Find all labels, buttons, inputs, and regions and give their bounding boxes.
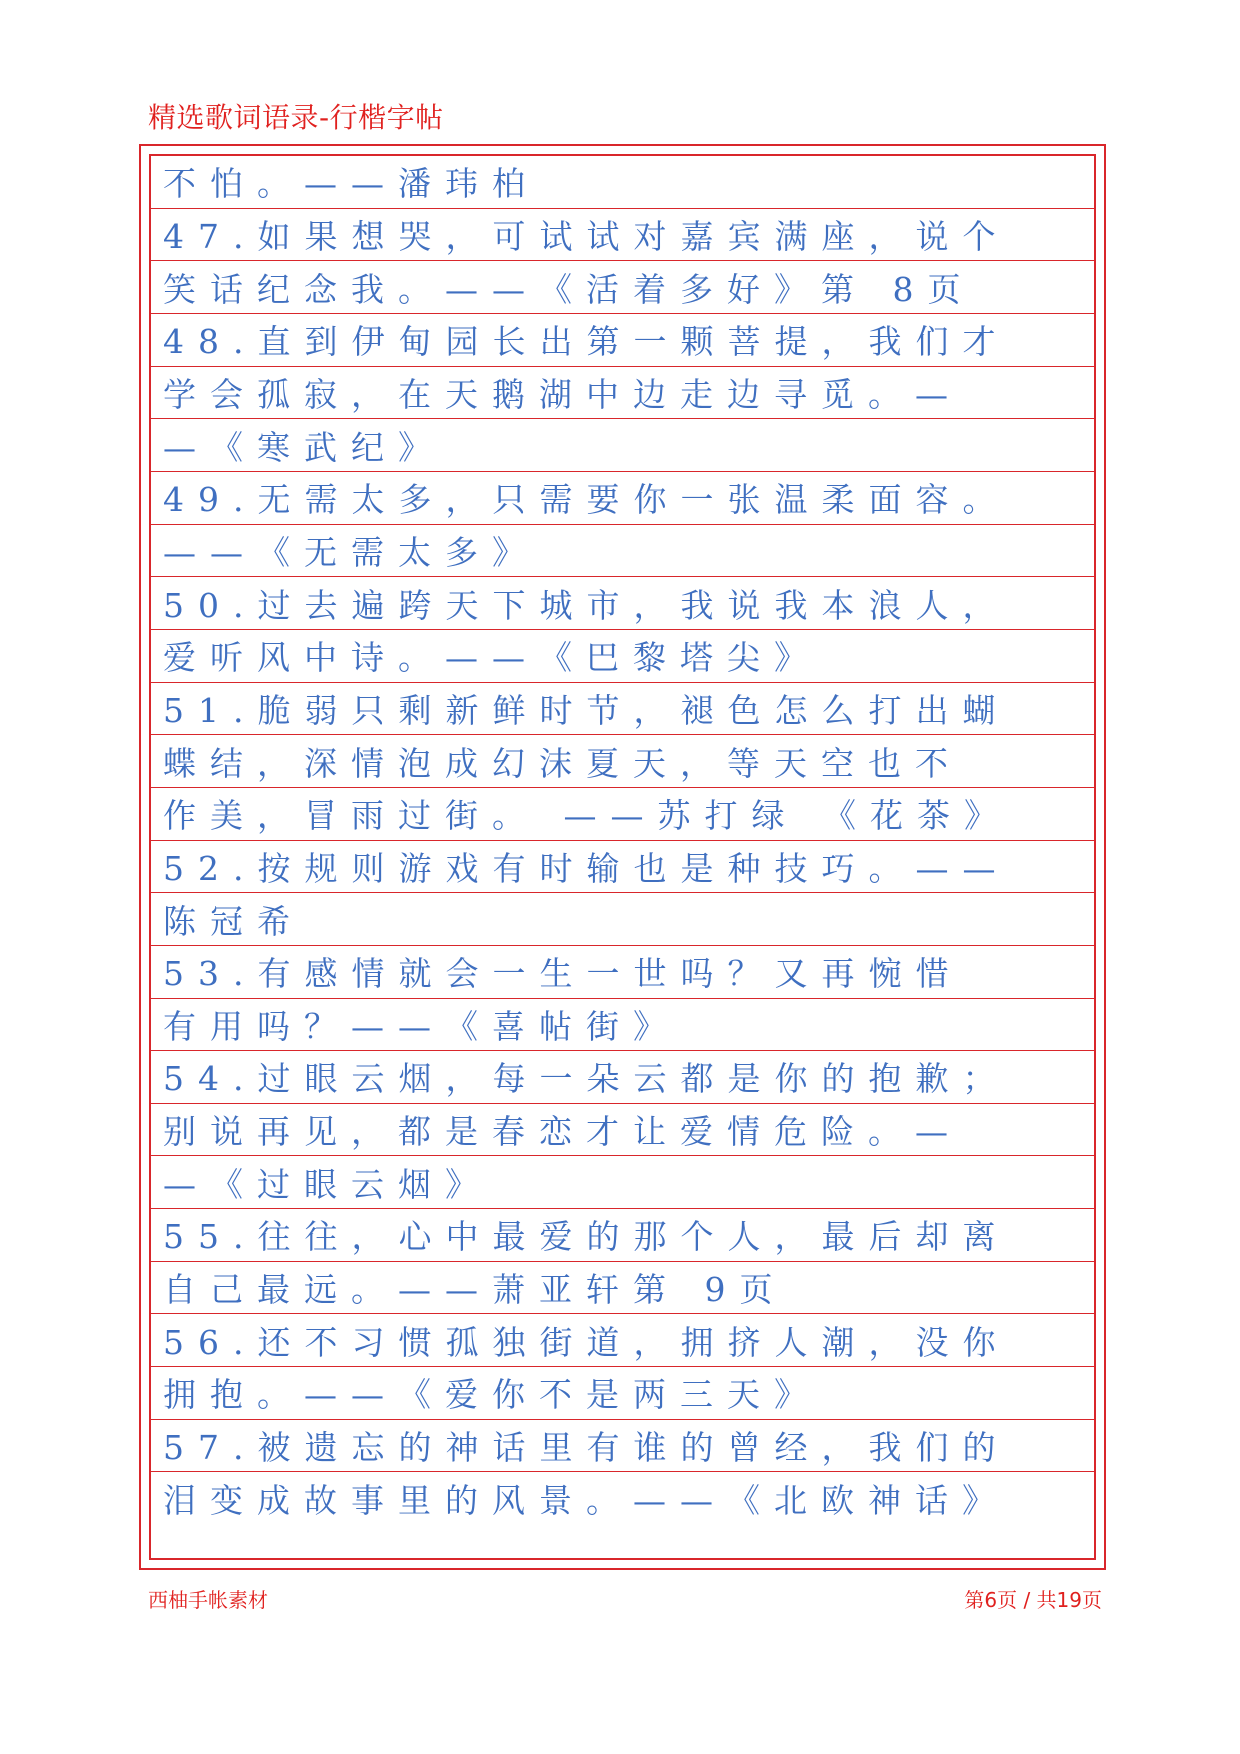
copybook-line: 47.如果想哭，可试试对嘉宾满座，说个 <box>151 209 1094 262</box>
copybook-line: 48.直到伊甸园长出第一颗菩提，我们才 <box>151 314 1094 367</box>
copybook-line: 泪变成故事里的风景。——《北欧神话》 <box>163 1481 1009 1521</box>
copybook-line: —《寒武纪》 <box>151 419 1094 472</box>
copybook-line: 蝶结，深情泡成幻沫夏天，等天空也不 <box>151 735 1094 788</box>
copybook-line: 54.过眼云烟，每一朵云都是你的抱歉； <box>151 1051 1094 1104</box>
page-title: 精选歌词语录-行楷字帖 <box>148 101 444 134</box>
copybook-line: 拥抱。——《爱你不是两三天》 <box>151 1367 1094 1420</box>
footer-source: 西柚手帐素材 <box>148 1588 268 1612</box>
copybook-line: ——《无需太多》 <box>151 525 1094 578</box>
copybook-line: 别说再见，都是春恋才让爱情危险。— <box>151 1104 1094 1157</box>
copybook-line: 56.还不习惯孤独街道，拥挤人潮，没你 <box>151 1314 1094 1367</box>
footer-page-info: 第6页 / 共19页 <box>964 1588 1102 1612</box>
copybook-line: 学会孤寂，在天鹅湖中边走边寻觅。— <box>151 367 1094 420</box>
copybook-lines <box>151 156 1094 1558</box>
copybook-line: 爱听风中诗。——《巴黎塔尖》 <box>151 630 1094 683</box>
copybook-line: 陈冠希 <box>151 893 1094 946</box>
copybook-line: 52.按规则游戏有时输也是种技巧。—— <box>151 841 1094 894</box>
copybook-line: —《过眼云烟》 <box>151 1156 1094 1209</box>
copybook-line: 51.脆弱只剩新鲜时节，褪色怎么打出蝴 <box>151 683 1094 736</box>
copybook-line: 50.过去遍跨天下城市，我说我本浪人， <box>151 577 1094 630</box>
copybook-line: 自己最远。——萧亚轩第 9页 <box>151 1262 1094 1315</box>
copybook-line: 53.有感情就会一生一世吗？又再惋惜 <box>151 946 1094 999</box>
copybook-line: 笑话纪念我。——《活着多好》第 8页 <box>151 261 1094 314</box>
copybook-line: 不怕。——潘玮柏 <box>151 156 1094 209</box>
copybook-line: 49.无需太多，只需要你一张温柔面容。 <box>151 472 1094 525</box>
copybook-line: 有用吗？——《喜帖街》 <box>151 999 1094 1052</box>
copybook-line: 55.往往，心中最爱的那个人，最后却离 <box>151 1209 1094 1262</box>
copybook-line: 作美，冒雨过街。 ——苏打绿 《花茶》 <box>151 788 1094 841</box>
copybook-line: 57.被遗忘的神话里有谁的曾经，我们的 <box>151 1420 1094 1473</box>
